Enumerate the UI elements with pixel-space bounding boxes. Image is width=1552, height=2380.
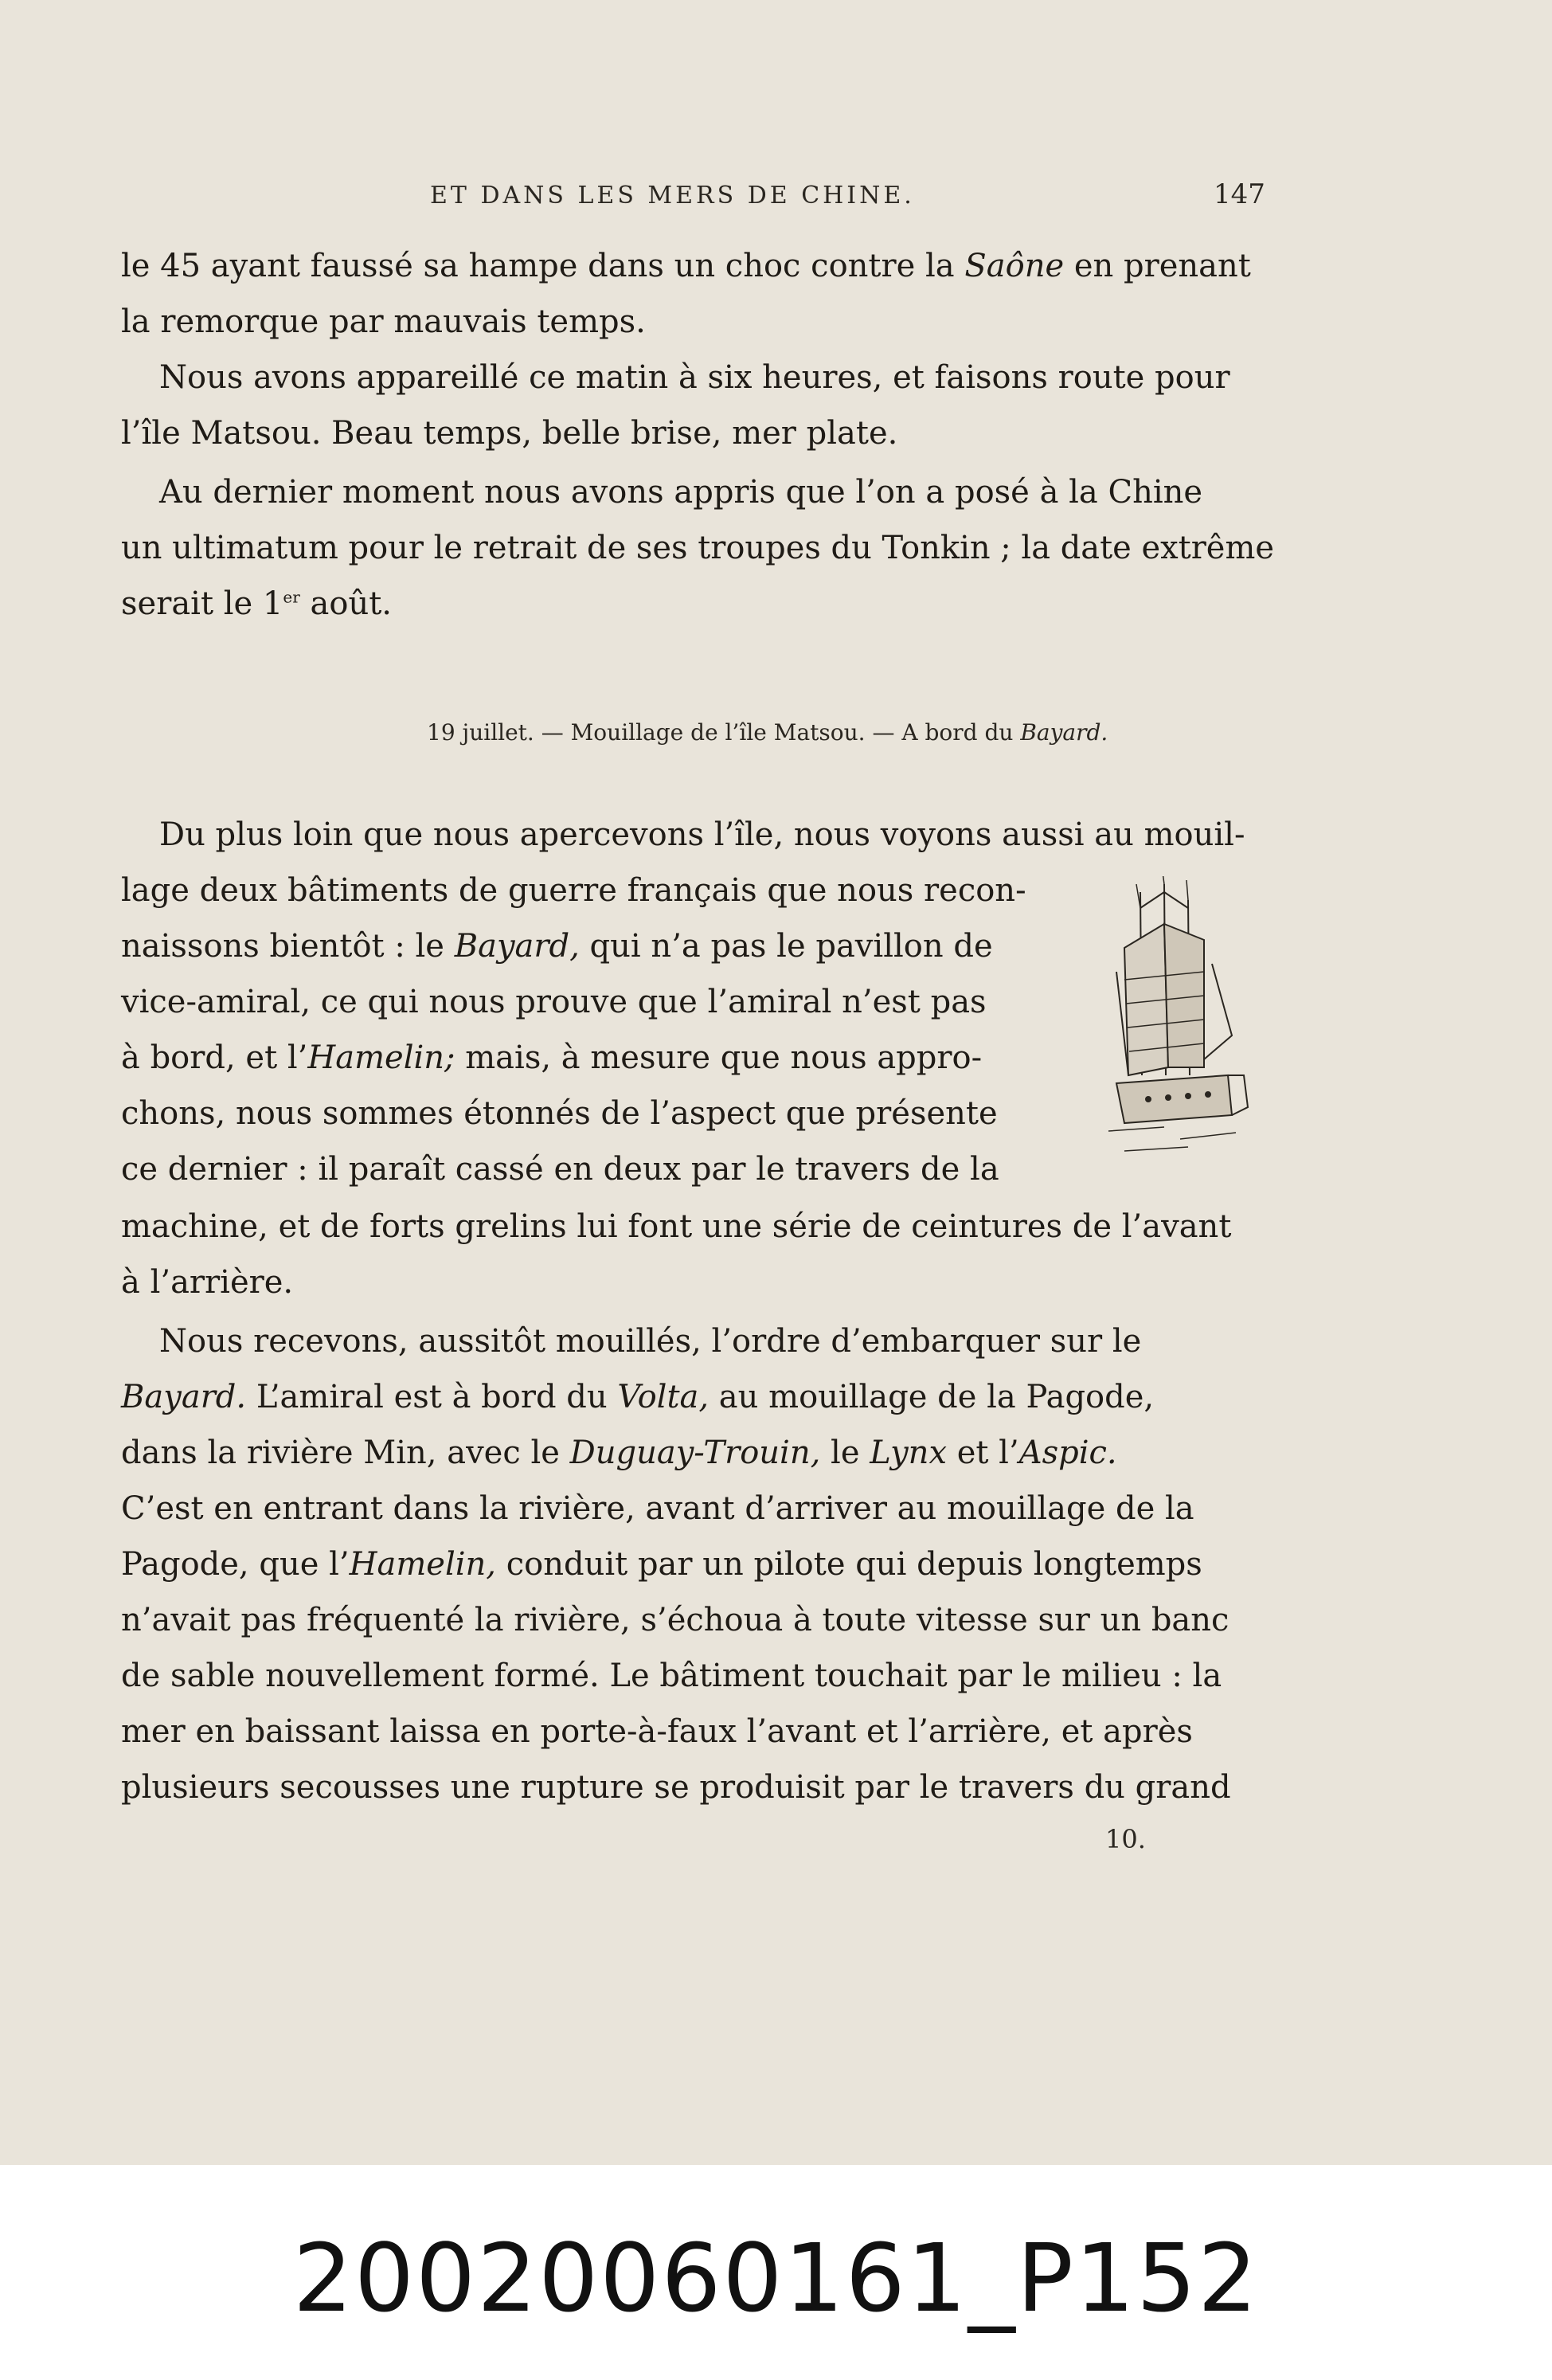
text-line: n’avait pas fréquenté la rivière, s’échoua à toute vitesse sur un banc [121,1602,1229,1638]
page-number: 147 [1214,178,1265,210]
text-line: le 45 ayant faussé sa hampe dans un choc contre la Saône en prenant [121,248,1251,284]
text-line: ce dernier : il paraît cassé en deux par le travers de la [121,1151,999,1188]
text-line: chons, nous sommes étonnés de l’aspect que présente [121,1095,998,1132]
section-subheading: 19 juillet. — Mouillage de l’île Matsou. — A bord du Bayard. [427,719,1108,746]
text-line: mer en baissant laissa en porte-à-faux l’avant et l’arrière, et après [121,1713,1193,1750]
text-line: Pagode, que l’Hamelin, conduit par un pilote qui depuis longtemps [121,1546,1202,1583]
text-line: Nous recevons, aussitôt mouillés, l’ordre d’embarquer sur le [159,1323,1142,1360]
junk-ship-illustration [1093,876,1252,1179]
text-line: C’est en entrant dans la rivière, avant d’arriver au mouillage de la [121,1490,1194,1527]
text-line: naissons bientôt : le Bayard, qui n’a pas le pavillon de [121,928,993,965]
text-line: Du plus loin que nous apercevons l’île, nous voyons aussi au mouil- [159,816,1245,853]
text-line: la remorque par mauvais temps. [121,303,646,340]
superscript: er [283,587,300,607]
running-title: ET DANS LES MERS DE CHINE. [430,182,915,209]
text-line: vice-amiral, ce qui nous prouve que l’amiral n’est pas [121,984,987,1020]
text-line: un ultimatum pour le retrait de ses troupes du Tonkin ; la date extrême [121,530,1274,566]
text-line: Bayard. L’amiral est à bord du Volta, au mouillage de la Pagode, [121,1379,1155,1415]
text-line: serait le 1er août. [121,585,392,622]
text-line: à l’arrière. [121,1264,294,1301]
text-line: plusieurs secousses une rupture se produisit par le travers du grand [121,1769,1231,1806]
text-line: Au dernier moment nous avons appris que l’on a posé à la Chine [159,474,1203,511]
image-caption: 20020060161_P152 [292,2223,1260,2333]
text-line: l’île Matsou. Beau temps, belle brise, mer plate. [121,415,898,452]
text-line: machine, et de forts grelins lui font une série de ceintures de l’avant [121,1208,1232,1245]
text-line: de sable nouvellement formé. Le bâtiment touchait par le milieu : la [121,1658,1222,1694]
text-line: à bord, et l’Hamelin; mais, à mesure que nous appro- [121,1039,983,1076]
signature-mark: 10. [1105,1824,1146,1854]
text-line: Nous avons appareillé ce matin à six heures, et faisons route pour [159,359,1230,396]
text-line: lage deux bâtiments de guerre français que nous recon- [121,872,1026,909]
text-line: dans la rivière Min, avec le Duguay-Trouin, le Lynx et l’Aspic. [121,1435,1117,1471]
